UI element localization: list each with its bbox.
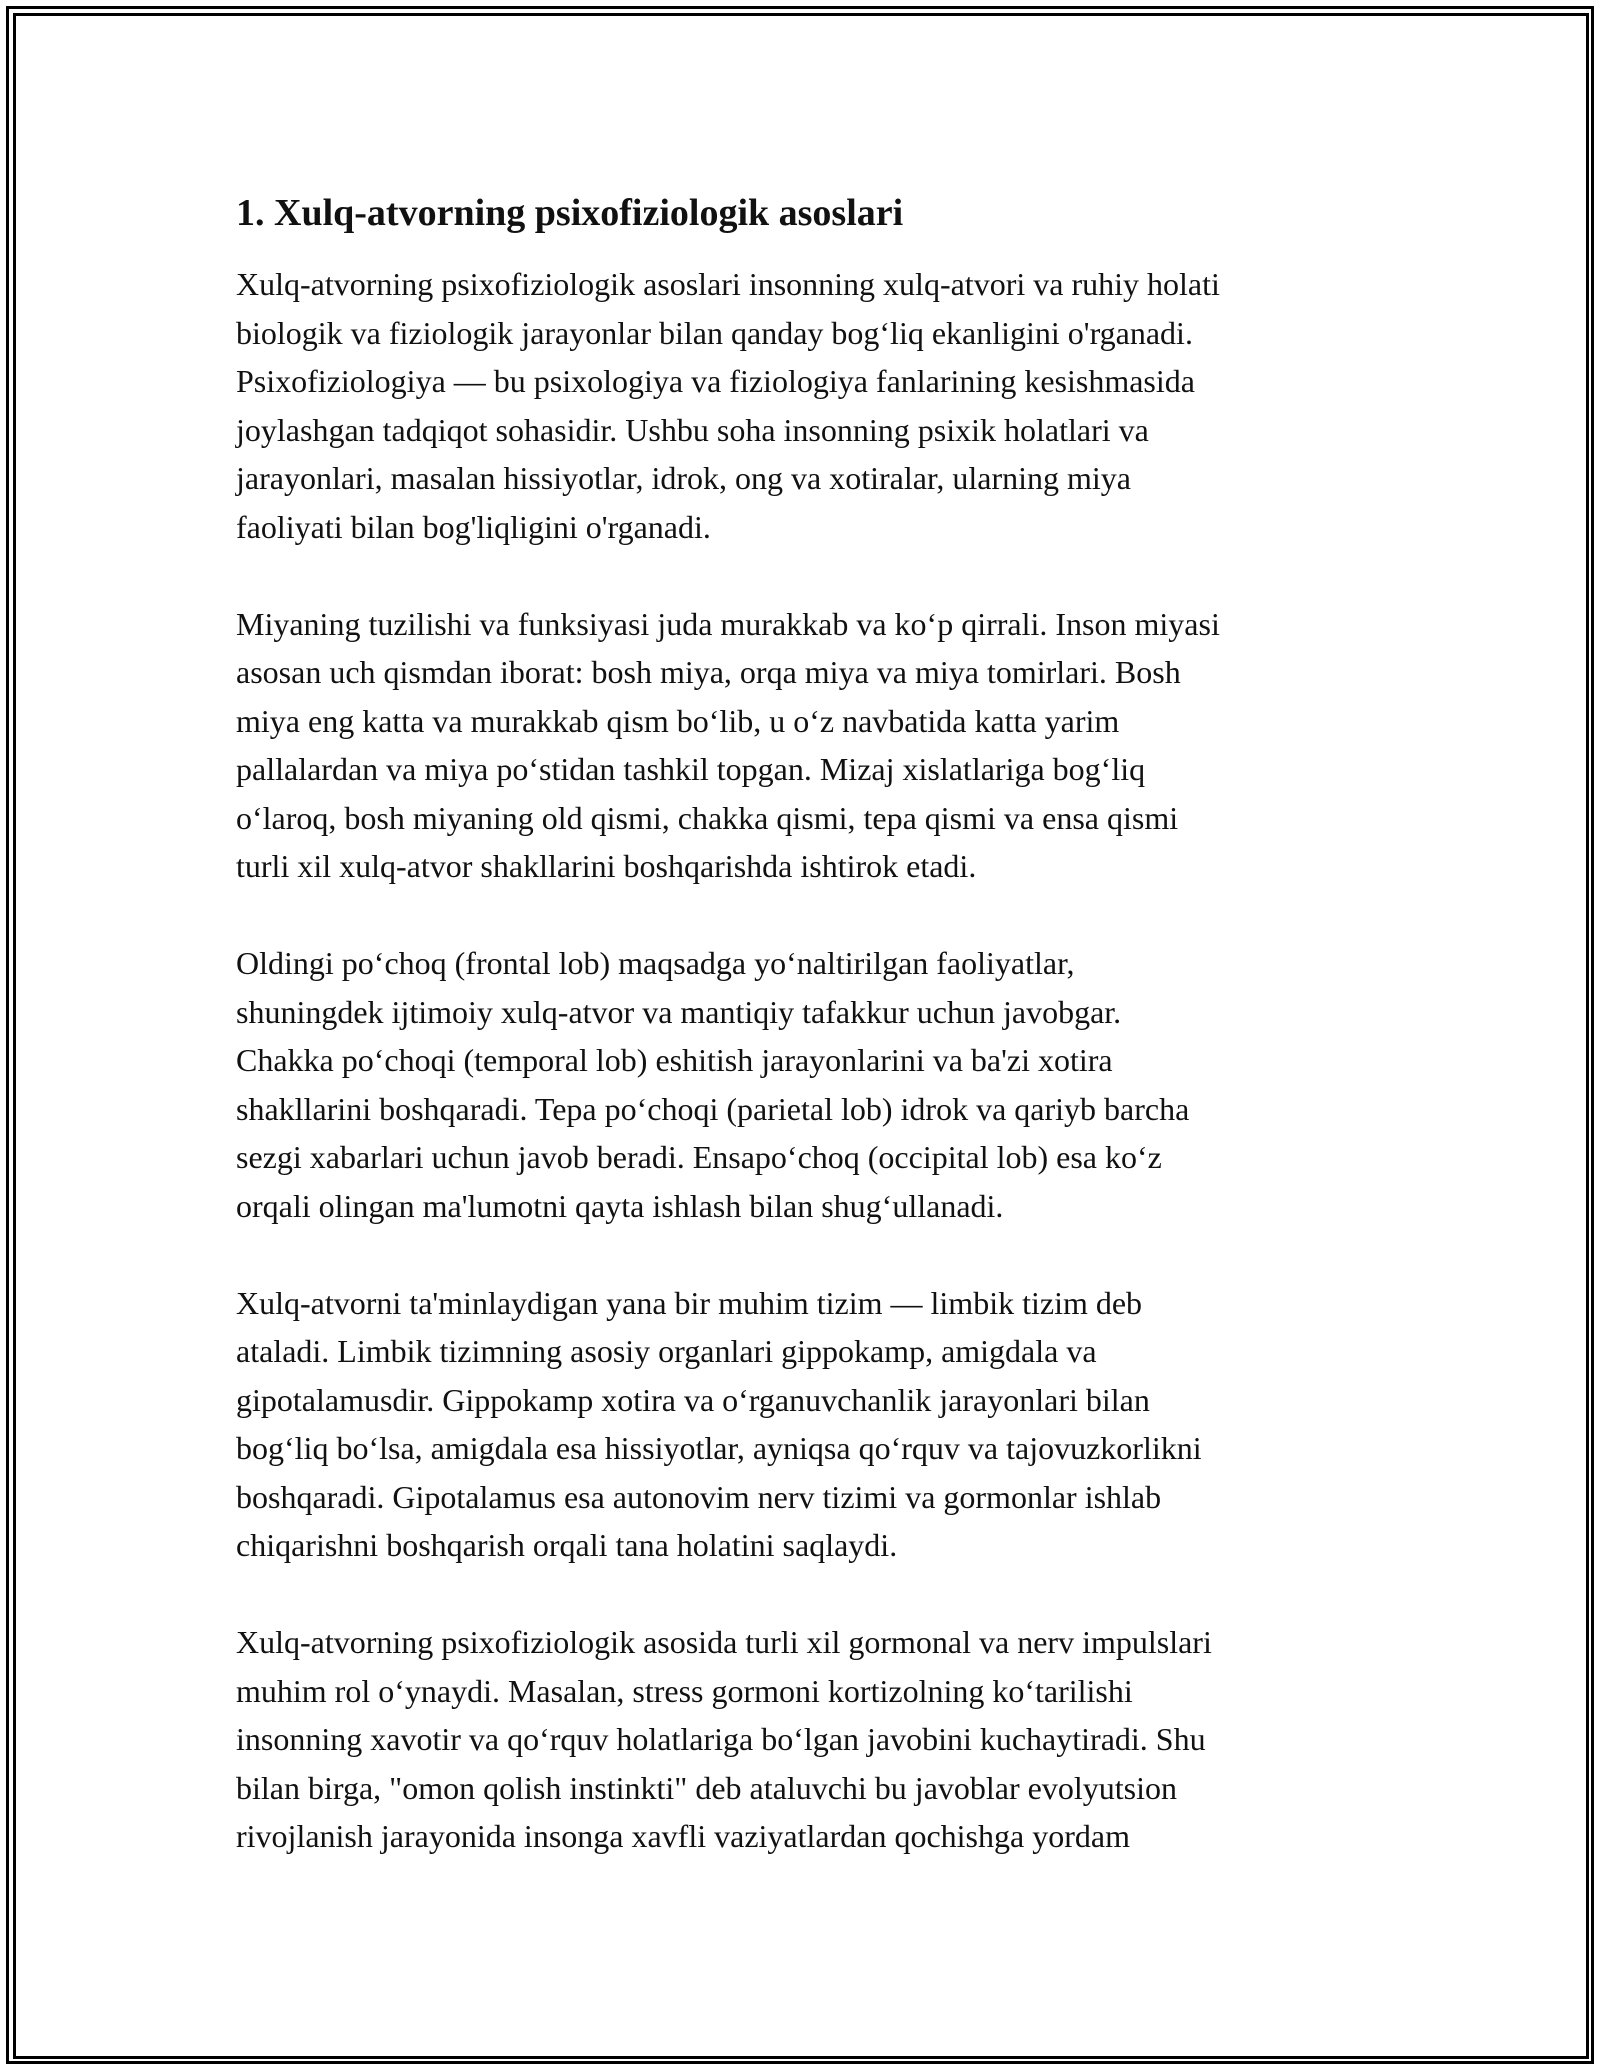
text-line: shakllarini boshqaradi. Tepa po‘choqi (parietal lob) idrok va qariyb barcha (236, 1090, 1190, 1127)
paragraph-3 (236, 939, 1376, 1230)
text-line: miya eng katta va murakkab qism bo‘lib, u o‘z navbatida katta yarim (236, 702, 1120, 739)
text-line: boshqaradi. Gipotalamus esa autonovim nerv tizimi va gormonlar ishlab (236, 1478, 1162, 1515)
text-line: Xulq-atvorning psixofiziologik asoslari insonning xulq-atvori va ruhiy holati (236, 266, 1220, 302)
text-line: Miyaning tuzilishi va funksiyasi juda murakkab va ko‘p qirrali. Inson miyasi (236, 605, 1220, 642)
paragraph-4 (236, 1279, 1376, 1570)
document-body (236, 186, 1376, 1909)
text-line: Xulq-atvorni ta'minlaydigan yana bir muhim tizim — limbik tizim deb (236, 1284, 1143, 1321)
text-line: bog‘liq bo‘lsa, amigdala esa hissiyotlar, ayniqsa qo‘rquv va tajovuzkorlikni (236, 1430, 1202, 1466)
section-heading: 1. Xulq-atvorning psixofiziologik asoslari (236, 192, 904, 234)
text-line: jarayonlari, masalan hissiyotlar, idrok, ong va xotiralar, ularning miya (236, 460, 1131, 496)
paragraph-1 (236, 260, 1376, 551)
text-line: biologik va fiziologik jarayonlar bilan qanday bog‘liq ekanligini o'rganadi. (236, 314, 1193, 351)
text-line: Oldingi po‘choq (frontal lob) maqsadga yo‘naltirilgan faoliyatlar, (236, 945, 1075, 981)
text-line: chiqarishni boshqarish orqali tana holatini saqlaydi. (236, 1527, 898, 1563)
text-line: shuningdek ijtimoiy xulq-atvor va mantiqiy tafakkur uchun javobgar. (236, 993, 1122, 1030)
text-line: pallalardan va miya po‘stidan tashkil topgan. Mizaj xislatlariga bog‘liq (236, 751, 1146, 787)
text-line: faoliyati bilan bog'liqligini o'rganadi. (236, 508, 711, 545)
text-line: rivojlanish jarayonida insonga xavfli vaziyatlardan qochishga yordam (236, 1818, 1130, 1854)
text-line: muhim rol o‘ynaydi. Masalan, stress gormoni kortizolning ko‘tarilishi (236, 1672, 1133, 1709)
text-line: insonning xavotir va qo‘rquv holatlariga bo‘lgan javobini kuchaytiradi. Shu (236, 1721, 1206, 1757)
text-line: joylashgan tadqiqot sohasidir. Ushbu soha insonning psixik holatlari va (236, 411, 1149, 448)
text-line: Psixofiziologiya — bu psixologiya va fiziologiya fanlarining kesishmasida (236, 363, 1195, 399)
text-line: turli xil xulq-atvor shakllarini boshqarishda ishtirok etadi. (236, 848, 977, 884)
text-line: orqali olingan ma'lumotni qayta ishlash bilan shug‘ullanadi. (236, 1187, 1004, 1224)
text-line: o‘laroq, bosh miyaning old qismi, chakka qismi, tepa qismi va ensa qismi (236, 799, 1179, 836)
text-line: ataladi. Limbik tizimning asosiy organlari gippokamp, amigdala va (236, 1333, 1097, 1369)
text-line: asosan uch qismdan iborat: bosh miya, orqa miya va miya tomirlari. Bosh (236, 654, 1181, 690)
paragraph-2 (236, 600, 1376, 891)
text-line: Chakka po‘choqi (temporal lob) eshitish jarayonlarini va ba'zi xotira (236, 1042, 1113, 1078)
text-line: sezgi xabarlari uchun javob beradi. Ensapo‘choq (occipital lob) esa ko‘z (236, 1139, 1162, 1175)
text-line: Xulq-atvorning psixofiziologik asosida turli xil gormonal va nerv impulslari (236, 1624, 1212, 1660)
paragraph-5 (236, 1618, 1376, 1861)
text-line: gipotalamusdir. Gippokamp xotira va o‘rganuvchanlik jarayonlari bilan (236, 1381, 1150, 1418)
text-line: bilan birga, "omon qolish instinkti" deb ataluvchi bu javoblar evolyutsion (236, 1769, 1177, 1806)
